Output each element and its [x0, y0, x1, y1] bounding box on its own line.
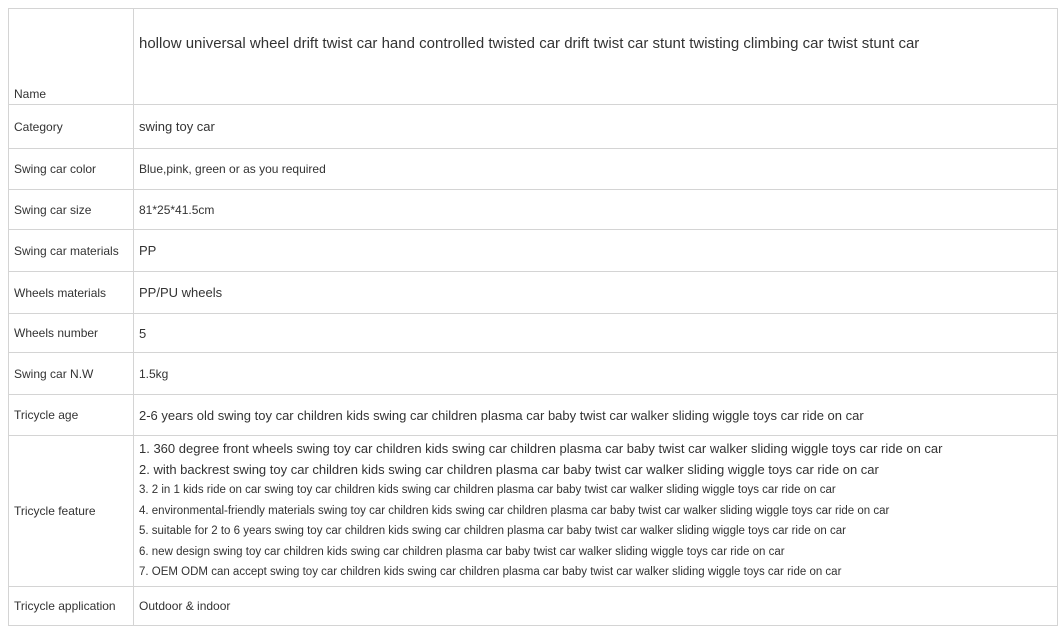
row-label: Name — [9, 9, 134, 105]
row-value: swing toy car — [134, 105, 1058, 149]
table-row-name — [9, 9, 1058, 105]
product-spec-table — [8, 8, 1058, 626]
table-row-tricycle-feature — [9, 436, 1058, 587]
row-value: 81*25*41.5cm — [134, 190, 1058, 230]
feature-item: 3. 2 in 1 kids ride on car swing toy car children kids swing car children plasma car baby twist car walker sliding wiggle toys car ride on car — [139, 484, 836, 497]
row-label: Swing car N.W — [9, 353, 134, 395]
spec-table-body — [9, 9, 1058, 626]
table-row-tricycle-age — [9, 395, 1058, 436]
row-label: Tricycle application — [9, 587, 134, 626]
row-label: Swing car color — [9, 149, 134, 190]
row-label: Tricycle age — [9, 395, 134, 436]
row-value: Blue,pink, green or as you required — [134, 149, 1058, 190]
table-row-swing-car-color — [9, 149, 1058, 190]
row-value: hollow universal wheel drift twist car hand controlled twisted car drift twist car stunt twisting climbing car twist stunt car — [134, 9, 1058, 105]
row-label: Wheels number — [9, 314, 134, 353]
row-label: Tricycle feature — [9, 436, 134, 587]
feature-item: 2. with backrest swing toy car children kids swing car children plasma car baby twist car walker sliding wiggle toys car ride on car — [139, 461, 879, 477]
table-row-tricycle-application — [9, 587, 1058, 626]
row-label: Category — [9, 105, 134, 149]
row-value: 1.5kg — [134, 353, 1058, 395]
feature-item: 4. environmental-friendly materials swing toy car children kids swing car children plasma car baby twist car walker sliding wiggle toys car ride on car — [139, 504, 890, 517]
row-value: PP/PU wheels — [134, 272, 1058, 314]
table-row-wheels-number — [9, 314, 1058, 353]
table-row-swing-car-materials — [9, 230, 1058, 272]
row-label: Swing car size — [9, 190, 134, 230]
table-row-swing-car-nw — [9, 353, 1058, 395]
table-row-wheels-materials — [9, 272, 1058, 314]
row-value: 5 — [134, 314, 1058, 353]
table-row-swing-car-size — [9, 190, 1058, 230]
table-row-category — [9, 105, 1058, 149]
feature-item: 6. new design swing toy car children kids swing car children plasma car baby twist car walker sliding wiggle toys car ride on car — [139, 545, 785, 558]
row-value — [134, 436, 1058, 587]
feature-item: 1. 360 degree front wheels swing toy car children kids swing car children plasma car baby twist car walker sliding wiggle toys car ride on car — [139, 441, 943, 457]
feature-item: 7. OEM ODM can accept swing toy car children kids swing car children plasma car baby twist car walker sliding wiggle toys car ride on car — [139, 566, 842, 579]
row-label: Wheels materials — [9, 272, 134, 314]
row-value: Outdoor & indoor — [134, 587, 1058, 626]
row-label: Swing car materials — [9, 230, 134, 272]
feature-item: 5. suitable for 2 to 6 years swing toy car children kids swing car children plasma car baby twist car walker sliding wiggle toys car ride on car — [139, 525, 846, 538]
feature-list — [139, 439, 1052, 583]
row-value: 2-6 years old swing toy car children kids swing car children plasma car baby twist car walker sliding wiggle toys car ride on car — [134, 395, 1058, 436]
row-value: PP — [134, 230, 1058, 272]
